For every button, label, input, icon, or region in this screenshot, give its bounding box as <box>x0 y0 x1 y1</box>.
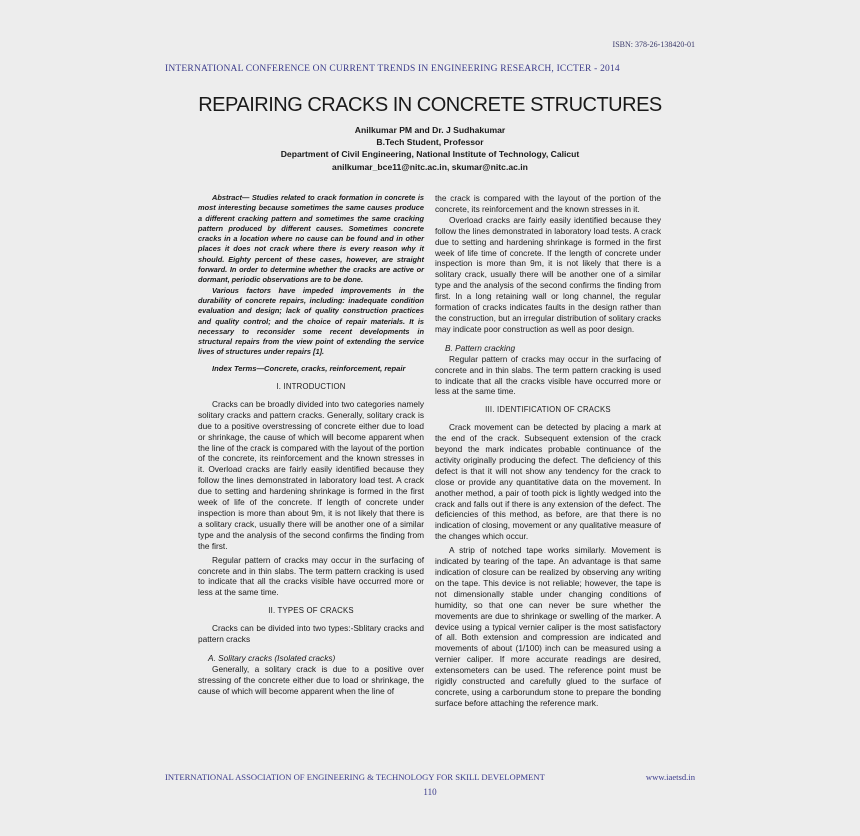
index-terms: Index Terms—Concrete, cracks, reinforcement, repair <box>212 363 406 373</box>
section-heading-types: II. TYPES OF CRACKS <box>268 606 354 616</box>
author-emails: anilkumar_bce11@nitc.ac.in, skumar@nitc.ac.in <box>332 161 528 172</box>
author-roles: B.Tech Student, Professor <box>376 137 484 148</box>
paper-title: REPAIRING CRACKS IN CONCRETE STRUCTURES <box>198 94 662 116</box>
page-number: 110 <box>423 787 437 797</box>
body-paragraph: the crack is compared with the layout of the portion of the concrete, its reinforcement and the known stresses in it. <box>435 193 661 214</box>
author-names: Anilkumar PM and Dr. J Sudhakumar <box>354 125 506 135</box>
footer-association: INTERNATIONAL ASSOCIATION OF ENGINEERING & TECHNOLOGY FOR SKILL DEVELOPMENT <box>165 772 545 782</box>
isbn-label: ISBN: 378-26-138420-01 <box>612 40 695 49</box>
subsection-heading-pattern: B. Pattern cracking <box>445 342 516 353</box>
body-paragraph: Cracks can be divided into two types:-Sblitary cracks and pattern cracks <box>198 623 424 645</box>
right-column <box>435 193 661 709</box>
left-column <box>198 193 424 697</box>
body-paragraph: A strip of notched tape works similarly. Movement is indicated by tearing of the tape. An advantage is that same indication of closure can be realized by observing any writing on the tape. This device is not reliable; however, the tape is not dimensionally stable under changing conditions of humidity, so that one can never be sure whether the movements are due to shrinkage or swelling of the marker. A device using a typical vernier caliper is the most satisfactory of all. Both extension and compression are indicated and movements of about (1/100) inch can be measured using a vernier caliper. If more accurate readings are desired, extensometers can be used. The reference point must be rigidly constructed and carefully glued to the surface of concrete, using a carborundum stone to prepare the bonding surface before attaching the reference mark. <box>435 545 661 708</box>
body-paragraph: Generally, a solitary crack is due to a positive over stressing of the concrete either due to load or shrinkage, the cause of which will become apparent when the line of <box>198 663 424 696</box>
body-paragraph: Regular pattern of cracks may occur in the surfacing of concrete and in thin slabs. The term pattern cracking is used to indicate that all the cracks visible have occurred more or less at the same time. <box>435 353 661 397</box>
abstract-paragraph: Abstract— Studies related to crack formation in concrete is most interesting because sometimes the same causes produce a different cracking pattern and sometimes the same cracking pattern produced by different causes. Sometimes concrete cracks in a location where no cause can be found and in other places it does not crack where there is every reason why it should. Eighty percent of these cases, however, are straight forward. In order to determine whether the cracks are active or dormant, periodic observations are to be done. <box>198 193 424 285</box>
author-block <box>0 124 860 173</box>
section-heading-identification: III. IDENTIFICATION OF CRACKS <box>485 405 611 415</box>
subsection-heading-solitary: A. Solitary cracks (Isolated cracks) <box>208 652 336 663</box>
body-paragraph: Crack movement can be detected by placing a mark at the end of the crack. Subsequent extension of the crack beyond the mark indicates probable continuance of the activity originally producing the defect. The deficiency of this defect is that it will not show any tendency for the crack to close or provide any quantitative data on the movement. In another method, a pair of tooth pick is lightly wedged into the crack and falls out if there is any extension of the defect. The deficiencies of this method, as before, are that there is no indication of closing, movement or any qualitative measure of the changes which occur. <box>435 422 661 542</box>
body-paragraph: Regular pattern of cracks may occur in the surfacing of concrete and in thin slabs. The term pattern cracking is used to indicate that all the cracks visible have occurred more or less at the same time. <box>198 554 424 598</box>
conference-header: INTERNATIONAL CONFERENCE ON CURRENT TRENDS IN ENGINEERING RESEARCH, ICCTER - 2014 <box>165 64 620 74</box>
body-paragraph: Overload cracks are fairly easily identified because they follow the lines demonstrated in laboratory load tests. A crack due to setting and hardening shrinkage is formed in the first week of life time of concrete. If the length of concrete under inspection is more than 9m, it is not likely that there is a solitary crack, usually there will be another one of a similar type and the analysis of the second confirms the finding from first. In a long retaining wall or long channel, the regular formation of cracks indicates faults in the design rather than the construction, but an irregular distribution of solitary cracks may indicate poor construction as well as poor design. <box>435 214 661 334</box>
section-heading-introduction: I. INTRODUCTION <box>276 382 346 392</box>
body-paragraph: Cracks can be broadly divided into two categories namely solitary cracks and pattern cracks. Generally, solitary crack is due to a positive overstressing of concrete either due to load or shrinkage, the cause of which will become apparent when the line of the crack is compared with the layout of the portion of the concrete, its reinforcement and the known stresses in it. Overload cracks are fairly easily identified because they follow the lines demonstrated in laboratory load test. A crack due to setting and hardening shrinkage is formed in the first week of life of the concrete. If length of concrete under inspection is more than about 9m, it is not likely that there is a solitary crack, usually there will be another one of a similar type and the analysis of the second confirms the finding from the first. <box>198 398 424 551</box>
footer-website: www.iaetsd.in <box>645 772 695 782</box>
author-affiliation: Department of Civil Engineering, National Institute of Technology, Calicut <box>280 149 580 160</box>
abstract-paragraph-2: Various factors have impeded improvements in the durability of concrete repairs, including: inadequate condition evaluation and design; lack of quality construction practices and quality control; and the choice of repair materials. It is necessary to reconsider some recent developments in structural repairs from the view point of extending the service lives of structures under repairs [1]. <box>198 285 424 357</box>
